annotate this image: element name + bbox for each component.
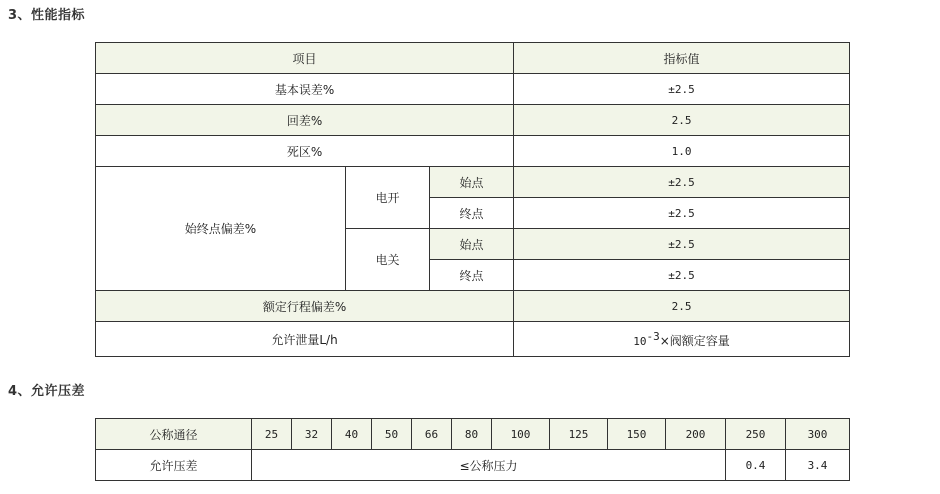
- diameter-cell: 200: [666, 419, 726, 450]
- diameter-cell: 40: [332, 419, 372, 450]
- row-value-rated-travel: 2.5: [514, 291, 850, 322]
- electric-open-label: 电开: [346, 167, 430, 229]
- table-row: [96, 167, 850, 198]
- row-label-endpoint-deviation: 始终点偏差%: [96, 167, 346, 291]
- row-label-basic-error: 基本误差%: [96, 74, 514, 105]
- row-label-dead-zone: 死区%: [96, 136, 514, 167]
- close-start-label: 始点: [430, 229, 514, 260]
- row-label-leakage: 允许泄量L/h: [96, 322, 514, 357]
- diameter-cell: 100: [492, 419, 550, 450]
- diameter-cell: 25: [252, 419, 292, 450]
- table-row: [96, 136, 850, 167]
- table-row: [96, 322, 850, 357]
- row-value-leakage: [514, 322, 850, 357]
- open-end-label: 终点: [430, 198, 514, 229]
- row-label-hysteresis: 回差%: [96, 105, 514, 136]
- pressure-300-cell: 3.4: [786, 450, 850, 481]
- diameter-cell: 125: [550, 419, 608, 450]
- open-end-value: ±2.5: [514, 198, 850, 229]
- table-row: [96, 450, 850, 481]
- performance-table: [95, 42, 850, 357]
- pressure-common-cell: ≤公称压力: [252, 450, 726, 481]
- leakage-exponent: -3: [646, 329, 660, 343]
- electric-close-label: 电关: [346, 229, 430, 291]
- open-start-value: ±2.5: [514, 167, 850, 198]
- row-value-dead-zone: 1.0: [514, 136, 850, 167]
- diameter-cell: 250: [726, 419, 786, 450]
- section-title-allowed-pressure: 4、允许压差: [8, 384, 86, 399]
- pressure-250-cell: 0.4: [726, 450, 786, 481]
- row-value-hysteresis: 2.5: [514, 105, 850, 136]
- diameter-cell: 150: [608, 419, 666, 450]
- diameter-cell: 66: [412, 419, 452, 450]
- leakage-base: 10: [633, 334, 647, 348]
- allowed-pressure-label: 允许压差: [96, 450, 252, 481]
- open-start-label: 始点: [430, 167, 514, 198]
- header-value: 指标值: [514, 43, 850, 74]
- nominal-diameter-label: 公称通径: [96, 419, 252, 450]
- diameter-cell: 80: [452, 419, 492, 450]
- close-end-value: ±2.5: [514, 260, 850, 291]
- header-item: 项目: [96, 43, 514, 74]
- row-label-rated-travel: 额定行程偏差%: [96, 291, 514, 322]
- row-value-basic-error: ±2.5: [514, 74, 850, 105]
- table-row: [96, 105, 850, 136]
- table-row: [96, 291, 850, 322]
- table-row: [96, 74, 850, 105]
- allowed-pressure-table: [95, 418, 850, 481]
- diameter-cell: 300: [786, 419, 850, 450]
- table-row: [96, 419, 850, 450]
- close-start-value: ±2.5: [514, 229, 850, 260]
- section-title-performance: 3、性能指标: [8, 8, 86, 23]
- table-header-row: [96, 43, 850, 74]
- diameter-cell: 50: [372, 419, 412, 450]
- diameter-cell: 32: [292, 419, 332, 450]
- close-end-label: 终点: [430, 260, 514, 291]
- leakage-suffix: ×阀额定容量: [659, 333, 730, 348]
